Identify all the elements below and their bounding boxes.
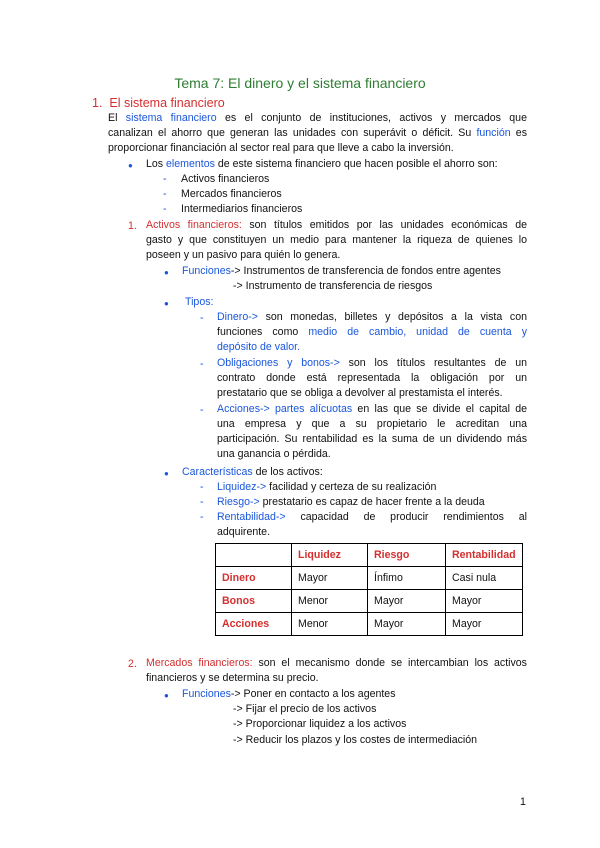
acc-line-4: una ganancia o pérdida.: [217, 448, 331, 460]
table-cell: Ínfimo: [368, 567, 446, 590]
oblig-line-1: Obligaciones y bonos-> son los títulos resultantes de un: [217, 357, 527, 369]
table-cell: Casi nula: [446, 567, 523, 590]
funciones-line-1: Funciones-> Instrumentos de transferencia de fondos entre agentes: [182, 265, 501, 277]
page-number: 1: [520, 796, 526, 808]
section-heading: [92, 95, 225, 111]
caract-heading: Características de los activos:: [182, 466, 323, 478]
dash-icon: -: [163, 173, 167, 185]
rentabilidad-line-2: adquirente.: [217, 526, 271, 538]
table-cell: Menor: [292, 613, 368, 636]
dash-icon: -: [200, 404, 204, 416]
table-row-label: Bonos: [216, 590, 292, 613]
dinero-line-1: Dinero-> son monedas, billetes y depósitos a la vista con: [217, 311, 527, 323]
table-header-cell: Rentabilidad: [446, 544, 523, 567]
intro-line-3: proporcionar financiación al sector real para que lleve a cabo la inversión.: [108, 142, 454, 154]
section-number: 1.: [92, 96, 103, 110]
dash-icon: -: [200, 312, 204, 324]
bullet-icon: ●: [164, 469, 169, 478]
mercados-line-1: Mercados financieros: son el mecanismo donde se intercambian los activos: [146, 657, 527, 669]
table-row: [216, 567, 523, 590]
tipos-label: Tipos:: [185, 296, 214, 308]
list-number: 2.: [128, 658, 137, 670]
table-cell: Mayor: [292, 567, 368, 590]
elements-item: Mercados financieros: [181, 188, 282, 200]
table-cell: Mayor: [446, 590, 523, 613]
characteristics-table: [215, 543, 523, 636]
elements-bullet-text: Los elementos de este sistema financiero que hacen posible el ahorro son:: [146, 158, 498, 170]
table-header-cell: Riesgo: [368, 544, 446, 567]
elements-item: Activos financieros: [181, 173, 270, 185]
dinero-line-3: depósito de valor.: [217, 341, 301, 353]
acc-line-2: una empresa y que a su propietario le acreditan una: [217, 418, 527, 430]
oblig-line-3: prestatario que se obliga a devolver al prestamista el interés.: [217, 387, 503, 399]
dash-icon: -: [200, 358, 204, 370]
table-row: [216, 613, 523, 636]
table-row: [216, 590, 523, 613]
bullet-icon: ●: [128, 161, 133, 170]
mercados-funciones-line: -> Proporcionar liquidez a los activos: [233, 718, 407, 730]
table-cell: Mayor: [368, 613, 446, 636]
funciones-line-2: -> Instrumento de transferencia de riesgos: [233, 280, 433, 292]
table-header-cell: [216, 544, 292, 567]
acc-line-3: participación. Su rentabilidad es la suma de un dividendo más: [217, 433, 527, 445]
mercados-line-2: financieros y se determina su precio.: [146, 672, 319, 684]
table-cell: Mayor: [446, 613, 523, 636]
dash-icon: -: [200, 481, 204, 493]
page-title: Tema 7: El dinero y el sistema financiero: [174, 75, 426, 91]
bullet-icon: ●: [164, 691, 169, 700]
dinero-line-2: funciones como medio de cambio, unidad de cuenta y: [217, 326, 527, 338]
liquidez-line: Liquidez-> facilidad y certeza de su realización: [217, 481, 437, 493]
activos-line-3: poseen y un pasivo para quién lo genera.: [146, 249, 341, 261]
bullet-icon: ●: [164, 268, 169, 277]
table-header-row: [216, 544, 523, 567]
dash-icon: -: [163, 188, 167, 200]
activos-line-1: Activos financieros: son títulos emitidos por las unidades económicas de: [146, 219, 527, 231]
table-cell: Menor: [292, 590, 368, 613]
mercados-funciones-line-1: Funciones-> Poner en contacto a los agentes: [182, 688, 396, 700]
oblig-line-2: contrato donde está representada la obligación por un: [217, 372, 527, 384]
elements-item: Intermediarios financieros: [181, 203, 303, 215]
table-cell: Mayor: [368, 590, 446, 613]
activos-line-2: gasto y que constituyen un medio para mantener la riqueza de quienes lo: [146, 234, 527, 246]
acc-line-1: Acciones-> partes alícuotas en las que se divide el capital de: [217, 403, 527, 415]
dash-icon: -: [200, 511, 204, 523]
section-title: El sistema financiero: [109, 96, 225, 110]
table-row-label: Dinero: [216, 567, 292, 590]
dash-icon: -: [200, 496, 204, 508]
dash-icon: -: [163, 203, 167, 215]
table-row-label: Acciones: [216, 613, 292, 636]
table-header-cell: Liquidez: [292, 544, 368, 567]
mercados-funciones-line: -> Fijar el precio de los activos: [233, 703, 377, 715]
bullet-icon: ●: [164, 299, 169, 308]
list-number: 1.: [128, 220, 137, 232]
intro-line-1: El sistema financiero es el conjunto de instituciones, activos y mercados que: [108, 112, 527, 124]
riesgo-line: Riesgo-> prestatario es capaz de hacer frente a la deuda: [217, 496, 485, 508]
mercados-funciones-line: -> Reducir los plazos y los costes de intermediación: [233, 734, 478, 746]
rentabilidad-line-1: Rentabilidad-> capacidad de producir rendimientos al: [217, 511, 527, 523]
intro-line-2: canalizan el ahorro que generan las unidades con superávit o déficit. Su función es: [108, 127, 527, 139]
